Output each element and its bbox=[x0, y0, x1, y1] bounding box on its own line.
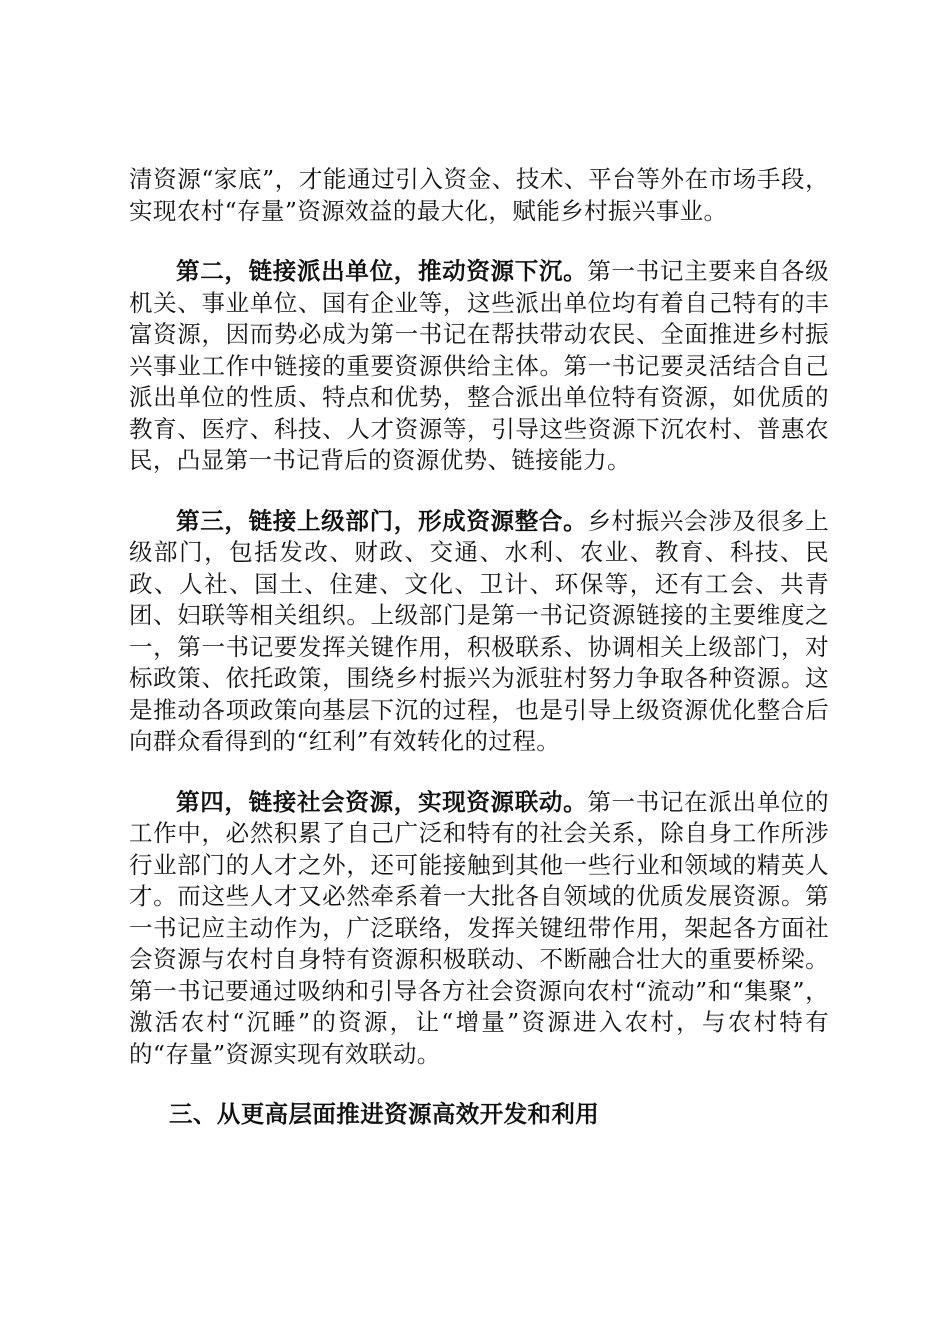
paragraph-lead: 第四，链接社会资源，实现资源联动。 bbox=[176, 787, 588, 816]
document-body bbox=[129, 164, 829, 1131]
paragraph-fourth-point bbox=[129, 787, 829, 1071]
paragraph-lead: 第二，链接派出单位，推动资源下沉。 bbox=[176, 257, 588, 285]
paragraph-text: 第一书记在派出单位的工作中，必然积累了自己广泛和特有的社会关系，除自身工作所涉行业部门的人才之外，还可能接触到其他一些行业和领域的精英人才。而这些人才又必然牵系着一大批各自领域的优质发展资源。第一书记应主动作为，广泛联络，发挥关键纽带作用，架起各方面社会资源与农村自身特有资源积极联动、不断融合壮大的重要桥梁。第一书记要通过吸纳和引导各方社会资源向农村“流动”和“集聚”，激活农村“沉睡”的资源，让“增量”资源进入农村，与农村特有的“存量”资源实现有效联动。 bbox=[129, 787, 829, 1068]
paragraph-third-point bbox=[129, 506, 829, 758]
paragraph-text: 第一书记主要来自各级机关、事业单位、国有企业等，这些派出单位均有着自己特有的丰富资源，因而势必成为第一书记在帮扶带动农民、全面推进乡村振兴事业工作中链接的重要资源供给主体。第一书记要灵活结合自己派出单位的性质、特点和优势，整合派出单位特有资源，如优质的教育、医疗、科技、人才资源等，引导这些资源下沉农村、普惠农民，凸显第一书记背后的资源优势、链接能力。 bbox=[129, 257, 829, 474]
paragraph-text: 清资源“家底”，才能通过引入资金、技术、平台等外在市场手段，实现农村“存量”资源效益的最大化，赋能乡村振兴事业。 bbox=[129, 165, 829, 225]
paragraph-lead: 第三，链接上级部门，形成资源整合。 bbox=[176, 506, 588, 535]
paragraph-text: 乡村振兴会涉及很多上级部门，包括发改、财政、交通、水利、农业、教育、科技、民政、人社、国土、住建、文化、卫计、环保等，还有工会、共青团、妇联等相关组织。上级部门是第一书记资源链接的主要维度之一，第一书记要发挥关键作用，积极联系、协调相关上级部门，对标政策、依托政策，围绕乡村振兴为派驻村努力争取各种资源。这是推动各项政策向基层下沉的过程，也是引导上级资源优化整合后向群众看得到的“红利”有效转化的过程。 bbox=[129, 506, 829, 755]
section-heading: 三、从更高层面推进资源高效开发和利用 bbox=[169, 1100, 600, 1128]
paragraph-continuation bbox=[129, 164, 829, 227]
paragraph-second-point bbox=[129, 256, 829, 477]
